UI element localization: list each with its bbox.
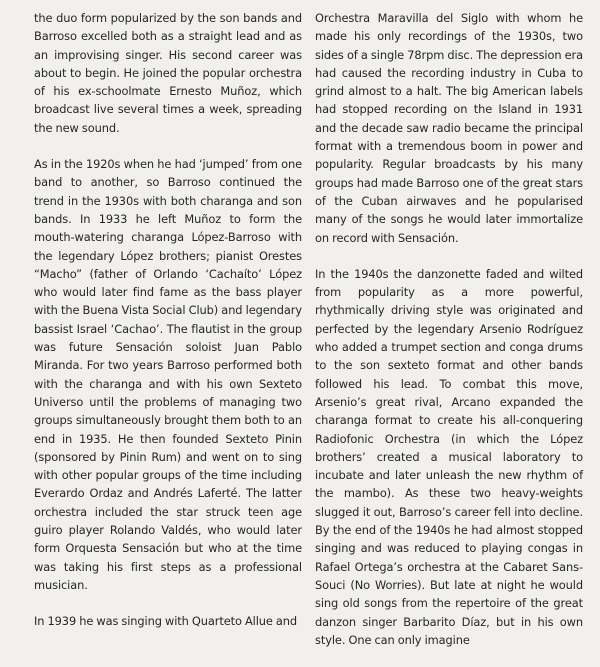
right-paragraph-1: Orchestra Maravilla del Siglo with whom he made his only recordings of the 1930s, two sides of a single 78rpm disc. The depression era had caused the recording industry in Cuba to grind almost to a halt. The big American labels had stopped recording on the Island in 1931 and the decade saw radio became the principal format with a tremendous boom in power and popularity. Regular broadcasts by his many groups had made Barroso one of the great stars of the Cuban airwaves and he popularised many of the songs he would later immortalize on record with Sensación. [315, 11, 583, 245]
left-paragraph-1: the duo form popularized by the son bands and Barroso excelled both as a straight lead and as an improvising singer. His second career was about to begin. He joined the popular orchestra of his ex-schoolmate Ernesto Muñoz, which broadcast live several times a week, spreading the new sound. [34, 11, 302, 135]
left-paragraph-3: In 1939 he was singing with Quarteto Allue and [34, 614, 298, 629]
right-column [315, 9, 583, 667]
left-column [34, 9, 302, 649]
right-paragraph-2: In the 1940s the danzonette faded and wilted from popularity as a more powerful, rhythmically driving style was originated and perfected by the legendary Arsenio Rodríguez who added a trumpet section and conga drums to the son sexteto format and other bands followed his lead. To combat this move, Arsenio’s great rival, Arcano expanded the charanga format to create his all-conquering Radiofonic Orchestra (in which the López brothers’ created a musical laboratory to incubate and later unleash the new rhythm of the mambo). As these two heavy-weights slugged it out, Barroso’s career fell into decline. By the end of the 1940s he had almost stopped singing and was reduced to playing congas in Rafael Ortega’s orchestra at the Cabaret Sans-Souci (No Worries). But late at night he would sing old songs from the repertoire of the great danzon singer Barbarito Díaz, but in his own style. One can only imagine [315, 266, 583, 647]
left-paragraph-2: As in the 1920s when he had ‘jumped’ from one band to another, so Barroso continued the trend in the 1930s with both charanga and son bands. In 1933 he left Muñoz to form the mouth-watering charanga López-Barroso with the legendary López brothers; pianist Orestes “Macho” (father of Orlando ‘Cachaíto’ López who would later find fame as the bass player with the Buena Vista Social Club) and legendary bassist Israel ‘Cachao’. The flautist in the group was future Sensación soloist Juan Pablo Miranda. For two years Barroso performed both with the charanga and with his own Sexteto Universo until the problems of managing two groups simultaneously brought them both to an end in 1935. He then founded Sexteto Pinin (sponsored by Pinin Rum) and went on to sing with other popular groups of the time including Everardo Ordaz and Andrés Laferté. The latter orchestra included the star struck teen age guiro player Rolando Valdés, who would later form Orquesta Sensación but who at the time was taking his first steps as a professional musician. [34, 157, 302, 592]
